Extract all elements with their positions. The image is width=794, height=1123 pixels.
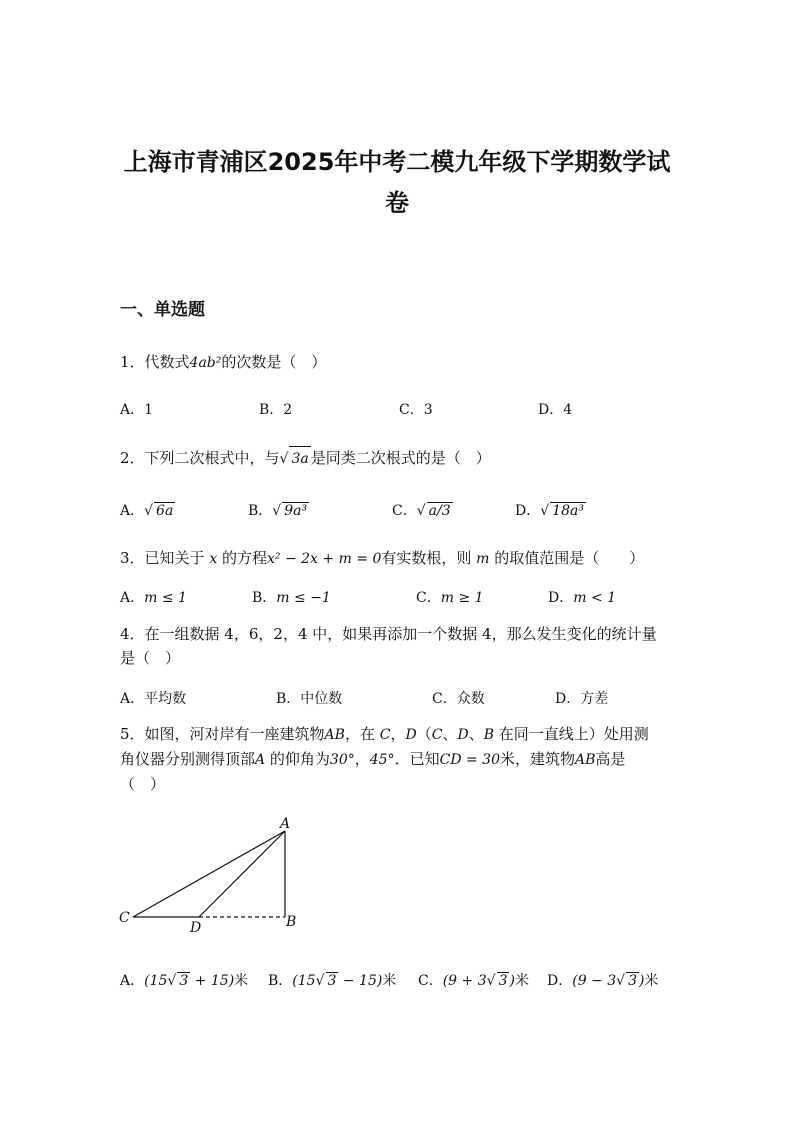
q3-option-a[interactable]: A．m ≤ 1 [120, 590, 187, 606]
q2-option-a-radical: √ 6a [144, 503, 174, 519]
page-title: 上海市青浦区2025年中考二模九年级下学期数学试 [123, 148, 671, 176]
q3-var-x: x [209, 551, 218, 567]
q2-option-b-radical: √ 9a³ [272, 503, 308, 519]
q2-radical: √ 3a [280, 446, 311, 471]
q1-option-c[interactable]: C．3 [399, 402, 433, 418]
label-a: A [280, 816, 291, 832]
q5-option-b[interactable]: B．(15√ 3 − 15)米 [268, 973, 397, 989]
q5-triangle-figure [112, 812, 312, 936]
question-2-stem [120, 446, 491, 471]
q2-option-c-radical: √ a/3 [416, 503, 451, 519]
q1-option-b[interactable]: B．2 [259, 402, 293, 418]
q2-text-b: 是同类二次根式的是（ ） [310, 449, 491, 467]
q5-option-c[interactable]: C．(9 + 3√ 3 )米 [418, 973, 529, 989]
q2-option-d-radical: √ 18a³ [540, 503, 584, 519]
q1-text-b: 的次数是（ ） [221, 353, 327, 371]
q3-equation: x² − 2x + m = 0 [267, 551, 382, 567]
q1-option-a[interactable]: A．1 [120, 402, 154, 418]
line-ca [133, 831, 285, 917]
label-c: C [119, 910, 130, 926]
section-heading: 一、单选题 [120, 300, 205, 320]
question-4-stem-line2: 是（ ） [120, 649, 181, 667]
q2-option-d[interactable]: D．√ 18a³ [515, 503, 584, 519]
question-4-stem-line1: 4．在一组数据 4，6，2，4 中，如果再添加一个数据 4，那么发生变化的统计量 [120, 625, 657, 643]
q2-option-b[interactable]: B．√ 9a³ [248, 503, 308, 519]
q4-option-a[interactable]: A．平均数 [120, 691, 187, 707]
question-5-stem-line2: 角仪器分别测得顶部A 的仰角为30°，45°．已知CD = 30米，建筑物AB高是 [120, 750, 626, 768]
q5-option-d[interactable]: D．(9 − 3√ 3 )米 [547, 973, 659, 989]
question-5-stem-line1: 5．如图，河对岸有一座建筑物AB，在 C，D（C、D、B 在同一直线上）处用测 [120, 725, 649, 743]
label-d: D [190, 920, 202, 936]
q3-option-c[interactable]: C．m ≥ 1 [416, 590, 484, 606]
q3-option-d[interactable]: D．m < 1 [548, 590, 617, 606]
q4-option-c[interactable]: C．众数 [432, 691, 485, 707]
q3-option-b[interactable]: B．m ≤ −1 [252, 590, 331, 606]
label-b: B [286, 914, 297, 930]
q2-option-a[interactable]: A．√ 6a [120, 503, 174, 519]
q3-var-m: m [476, 551, 490, 567]
question-5-stem-line3: （ ） [120, 775, 166, 793]
q4-option-b[interactable]: B．中位数 [276, 691, 343, 707]
q5-option-a[interactable]: A．(15√ 3 + 15)米 [120, 973, 249, 989]
line-da [199, 831, 285, 917]
question-3-stem: 3．已知关于 x 的方程x² − 2x + m = 0有实数根，则 m 的取值范围是（ ） [120, 549, 645, 567]
page-title-continued: 卷 [385, 189, 409, 217]
question-1-stem [120, 350, 326, 375]
q1-option-d[interactable]: D．4 [538, 402, 573, 418]
q1-expression: 4ab² [189, 355, 222, 371]
q4-option-d[interactable]: D．方差 [555, 691, 609, 707]
q2-option-c[interactable]: C．√ a/3 [392, 503, 451, 519]
q1-text-a: 1．代数式 [120, 353, 190, 371]
q2-text-a: 2．下列二次根式中，与 [120, 449, 280, 467]
